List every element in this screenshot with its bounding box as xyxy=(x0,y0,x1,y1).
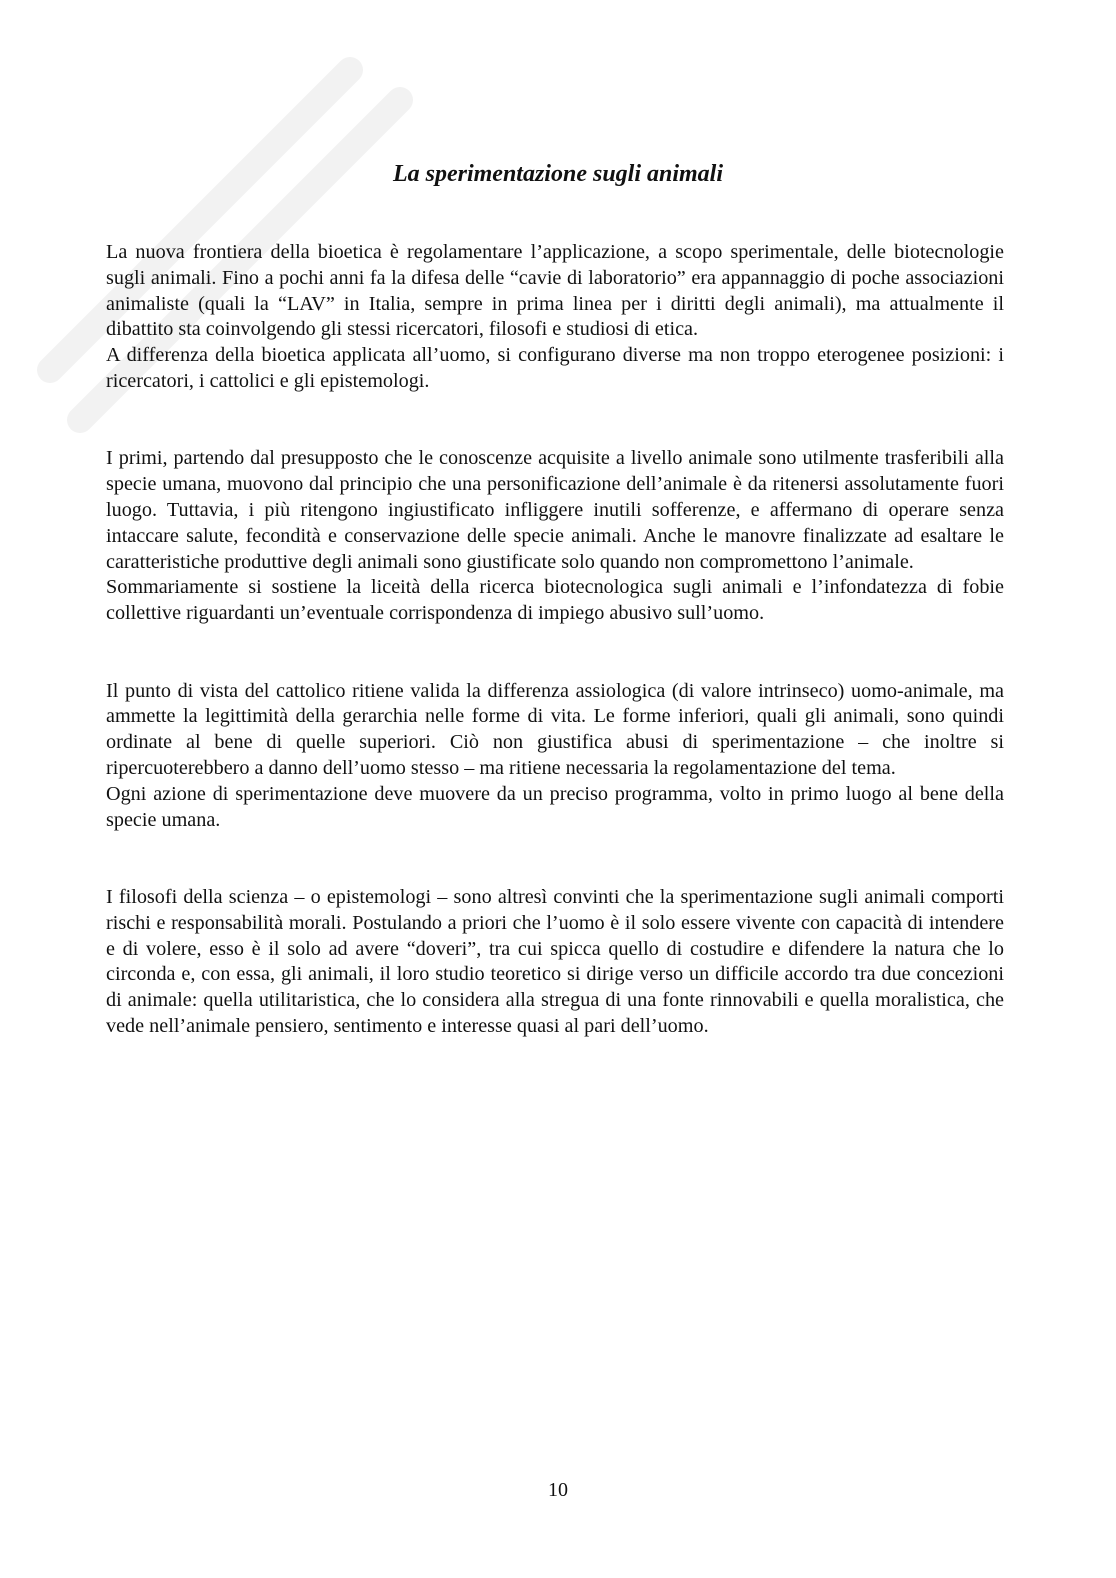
section-gap xyxy=(106,627,1004,679)
paragraph: I filosofi della scienza – o epistemologi – sono altresì convinti che la sperimentazione sugli animali comporti rischi e responsabilità morali. Postulando a priori che l’uomo è il solo essere vivente con capacità di intendere e di volere, esso è il solo ad avere “doveri”, tra cui spicca quello di costudire e difendere la natura che lo circonda e, con essa, gli animali, il loro studio teoretico si dirige verso un difficile accordo tra due concezioni di animale: quella utilitaristica, che lo considera alla stregua di una fonte rinnovabili e quella moralistica, che vede nell’animale pensiero, sentimento e interesse quasi al pari dell’uomo. xyxy=(106,885,1004,1037)
paragraph: A differenza della bioetica applicata all’uomo, si configurano diverse ma non troppo eterogenee posizioni: i ricercatori, i cattolici e gli epistemologi. xyxy=(106,344,1004,392)
section-gap xyxy=(106,833,1004,885)
page-title: La sperimentazione sugli animali xyxy=(392,161,724,187)
paragraph: La nuova frontiera della bioetica è regolamentare l’applicazione, a scopo sperimentale, delle biotecnologie sugli animali. Fino a pochi anni fa la difesa delle “cavie di laboratorio” era appannaggio di poche associazioni animaliste (quali la “LAV” in Italia, sempre in prima linea per i diritti degli animali), ma attualmente il dibattito sta coinvolgendo gli stessi ricercatori, filosofi e studiosi di etica. xyxy=(106,241,1004,341)
paragraph: Sommariamente si sostiene la liceità della ricerca biotecnologica sugli animali e l’infondatezza di fobie collettive riguardanti un’eventuale corrispondenza di impiego abusivo sull’uomo. xyxy=(106,576,1004,625)
section-gap xyxy=(106,395,1004,447)
paragraph: I primi, partendo dal presupposto che le conoscenze acquisite a livello animale sono utilmente trasferibili alla specie umana, muovono dal principio che una personificazione dell’animale è da ritenersi assolutamente fuori luogo. Tuttavia, i più ritengono ingiustificato infliggere inutili sofferenze, e affermano di operare senza intaccare salute, fecondità e conservazione delle specie animali. Anche le manovre finalizzate ad esaltare le caratteristiche produttive degli animali sono giustificate solo quando non compromettono l’animale. xyxy=(106,447,1004,573)
page-number: 10 xyxy=(548,1479,568,1501)
document-body xyxy=(106,240,1004,1040)
paragraph: Il punto di vista del cattolico ritiene valida la differenza assiologica (di valore intrinseco) uomo-animale, ma ammette la legittimità della gerarchia nelle forme di vita. Le forme inferiori, quali gli animali, sono quindi ordinate al bene di quelle superiori. Ciò non giustifica abusi di sperimentazione – che inoltre si ripercuoterebbero a danno dell’uomo stesso – ma ritiene necessaria la regolamentazione del tema. xyxy=(106,679,1004,779)
paragraph: Ogni azione di sperimentazione deve muovere da un preciso programma, volto in primo luogo al bene della specie umana. xyxy=(106,782,1004,831)
